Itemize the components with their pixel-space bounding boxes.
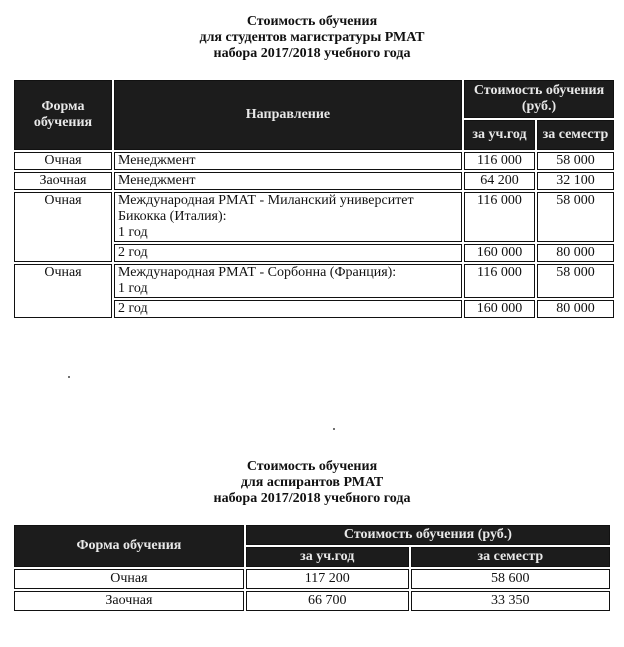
row-semester: 58 600 [411,569,610,589]
row-direction [114,264,462,298]
header-form: Форма обучения [14,525,244,567]
row-direction [114,192,462,242]
row-year: 116 000 [464,264,535,298]
postgrad-title-line-2: для аспирантов РМАТ [240,475,384,490]
masters-title-line-2: для студентов магистратуры РМАТ [199,30,425,45]
row-year-of-study: 2 год [114,244,462,262]
row-year: 66 700 [246,591,409,611]
masters-tuition-table [12,78,616,320]
header-per-year: за уч.год [464,120,535,150]
row-year: 64 200 [464,172,535,190]
header-per-semester: за семестр [537,120,614,150]
row-form: Заочная [14,172,112,190]
row-direction: Менеджмент [114,152,462,170]
row-year: 116 000 [464,192,535,242]
row-year-of-study: 1 год [117,225,148,240]
row-semester: 58 000 [537,264,614,298]
masters-title-line-1: Стоимость обучения [246,14,378,29]
row-year: 160 000 [464,300,535,318]
header-per-semester: за семестр [411,547,610,567]
postgrad-title-line-3: набора 2017/2018 учебного года [213,491,411,506]
scan-speck [333,428,335,430]
header-direction: Направление [114,80,462,150]
table-row [14,152,614,170]
row-semester: 58 000 [537,192,614,242]
row-year-of-study: 1 год [117,281,148,296]
header-per-year: за уч.год [246,547,409,567]
row-direction: Менеджмент [114,172,462,190]
header-cost: Стоимость обучения (руб.) [464,80,614,118]
row-semester: 32 100 [537,172,614,190]
row-year: 160 000 [464,244,535,262]
postgrad-title [0,459,624,507]
row-form: Заочная [14,591,244,611]
header-form: Форма обучения [14,80,112,150]
row-form: Очная [14,192,112,262]
postgrad-tuition-table [12,523,612,613]
row-form: Очная [14,264,112,318]
masters-title [0,14,624,62]
masters-title-line-3: набора 2017/2018 учебного года [213,46,411,61]
row-year: 116 000 [464,152,535,170]
row-direction-text: Международная РМАТ - Миланский университет Бикокка (Италия): [117,193,414,224]
table-row [14,172,614,190]
row-semester: 33 350 [411,591,610,611]
row-semester: 80 000 [537,244,614,262]
header-cost: Стоимость обучения (руб.) [246,525,610,545]
row-direction-text: Международная РМАТ - Сорбонна (Франция): [117,265,397,280]
row-year: 117 200 [246,569,409,589]
row-year-of-study: 2 год [114,300,462,318]
table-row [14,192,614,242]
postgrad-title-line-1: Стоимость обучения [246,459,378,474]
table-row [14,591,610,611]
row-semester: 80 000 [537,300,614,318]
row-form: Очная [14,569,244,589]
scan-speck [68,376,70,378]
table-row [14,569,610,589]
table-row [14,264,614,298]
row-semester: 58 000 [537,152,614,170]
row-form: Очная [14,152,112,170]
